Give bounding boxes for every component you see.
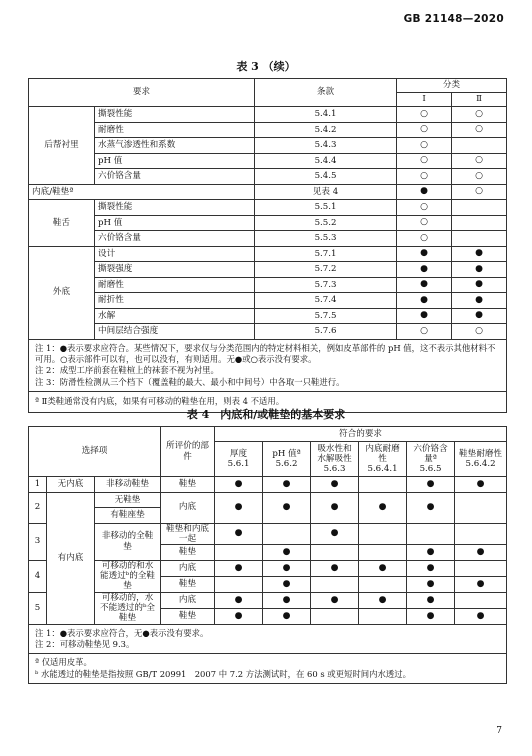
table3-class-mark: ○ — [397, 107, 452, 123]
table3-header-class2: Ⅱ — [452, 93, 507, 107]
table3-clause: 5.4.1 — [255, 107, 397, 123]
table4-mark: ● — [359, 592, 407, 608]
table3-class-mark — [452, 138, 507, 154]
table4-mark — [215, 576, 263, 592]
table4-mark: ● — [311, 492, 359, 523]
table4-mark: ● — [455, 608, 507, 624]
table3-row — [29, 293, 507, 309]
table4-note-1: 注 1：●表示要求应符合，无●表示没有要求。 — [35, 627, 209, 638]
table3-row — [29, 215, 507, 231]
table4-row — [29, 477, 507, 493]
table3-header-class: 分类 — [397, 79, 507, 93]
table3-class-mark: ● — [397, 277, 452, 293]
page-number: 7 — [496, 726, 502, 736]
table3-clause: 5.7.6 — [255, 324, 397, 340]
standard-number: GB 21148—2020 — [403, 13, 504, 25]
table3-class-mark: ● — [452, 277, 507, 293]
table4-option-sub: 可移动的和水能透过ᵇ的全鞋垫 — [95, 560, 161, 592]
table4-option-number: 3 — [29, 523, 47, 560]
table3-requirement: 六价铬含量 — [95, 231, 255, 247]
table4-mark: ● — [311, 592, 359, 608]
table3-clause: 5.4.3 — [255, 138, 397, 154]
table3-class-mark — [452, 200, 507, 216]
table3-class-mark: ○ — [452, 324, 507, 340]
table4-title: 表 4 内底和/或鞋垫的基本要求 — [186, 408, 346, 421]
table4-mark — [359, 608, 407, 624]
table3-group-name: 外底 — [29, 246, 95, 339]
table3-requirement: 中间层结合强度 — [95, 324, 255, 340]
table4-part: 鞋垫 — [161, 545, 215, 561]
table4-mark: ● — [455, 576, 507, 592]
table3-class-mark: ○ — [397, 200, 452, 216]
table4-req-name: 鞋垫耐磨性 — [459, 448, 503, 459]
table4-mark — [455, 592, 507, 608]
table3-footnote: ª Ⅱ类鞋通常没有内底，如果有可移动的鞋垫在用，则表 4 不适用。 — [29, 391, 507, 413]
table4-footnote-a: ª 仅适用皮革。 — [35, 657, 92, 668]
table4-header-part: 所评价的部件 — [161, 427, 215, 477]
table3-clause: 5.4.2 — [255, 122, 397, 138]
table4-req-name: 厚度 — [229, 448, 248, 459]
table4-req-header — [311, 442, 359, 477]
table3-class-mark: ○ — [452, 107, 507, 123]
table4-part: 内底 — [161, 492, 215, 523]
table4-mark — [455, 492, 507, 523]
table3-class-mark: ● — [452, 293, 507, 309]
table3-class-mark: ○ — [397, 138, 452, 154]
table4-part: 内底 — [161, 592, 215, 608]
table4-req-header — [263, 442, 311, 477]
table4-mark: ● — [215, 560, 263, 576]
table4-mark — [407, 523, 455, 545]
table4-mark — [311, 576, 359, 592]
table3-clause: 5.5.1 — [255, 200, 397, 216]
table4-row — [29, 523, 507, 545]
table4-notes — [29, 624, 507, 654]
table3-requirement: 水解 — [95, 308, 255, 324]
table4-req-clause: 5.6.4.2 — [465, 459, 496, 469]
table3-row — [29, 262, 507, 278]
table3-clause: 5.7.2 — [255, 262, 397, 278]
table4-mark: ● — [359, 560, 407, 576]
table3-clause: 5.4.5 — [255, 169, 397, 185]
table4-option-main: 有内底 — [47, 492, 95, 624]
table3-row — [29, 324, 507, 340]
table4-mark — [263, 523, 311, 545]
table4-mark — [359, 545, 407, 561]
table4-part: 鞋垫 — [161, 608, 215, 624]
table3-clause: 5.5.3 — [255, 231, 397, 247]
table3-requirement: 水蒸气渗透性和系数 — [95, 138, 255, 154]
table3-group-name: 后帮衬里 — [29, 107, 95, 185]
table3-requirement: pH 值 — [95, 153, 255, 169]
table3-class-mark: ● — [452, 262, 507, 278]
table4-mark: ● — [455, 545, 507, 561]
table3-group-name: 鞋舌 — [29, 200, 95, 247]
table4-part: 鞋垫 — [161, 576, 215, 592]
table3-requirement: 撕裂性能 — [95, 200, 255, 216]
table3-row — [29, 107, 507, 123]
table4-option-sub: 有鞋座垫 — [95, 508, 161, 524]
table4-req-clause: 5.6.5 — [419, 464, 442, 475]
table3-row — [29, 200, 507, 216]
table4-mark: ● — [263, 545, 311, 561]
table4-mark — [359, 523, 407, 545]
table3-clause: 5.5.2 — [255, 215, 397, 231]
table4-req-clause: 5.6.2 — [275, 459, 298, 469]
table3-row — [29, 153, 507, 169]
table4-option-number: 5 — [29, 592, 47, 624]
table4-mark: ● — [311, 523, 359, 545]
table3-notes — [29, 339, 507, 391]
table4-option-sub: 无鞋垫 — [95, 492, 161, 508]
table3-header-requirement: 要求 — [29, 79, 255, 107]
table4-note-2: 注 2：可移动鞋垫见 9.3。 — [35, 638, 135, 649]
table4-mark: ● — [407, 492, 455, 523]
table3-row — [29, 246, 507, 262]
table4-req-name: 六价铬含量ª — [413, 443, 448, 464]
table4-mark: ● — [215, 492, 263, 523]
table4-option-number: 4 — [29, 560, 47, 592]
table4-mark: ● — [263, 492, 311, 523]
table3-requirement: 六价铬含量 — [95, 169, 255, 185]
table4-mark — [359, 477, 407, 493]
table3-note-1: 注 1：●表示要求应符合。某些情况下，要求仅与分类范围内的特定材料相关，例如皮革部件的 pH 值，这不表示其他材料不可用。○表示部件可以有，也可以没有，有则适用。无●或○表示没有要求。 — [35, 342, 496, 364]
table4-mark: ● — [407, 477, 455, 493]
table3-requirement: 耐折性 — [95, 293, 255, 309]
table3-class-mark: ● — [452, 246, 507, 262]
table4-req-header — [407, 442, 455, 477]
table4-mark — [455, 560, 507, 576]
table3-row — [29, 184, 507, 200]
table4-mark: ● — [311, 560, 359, 576]
table4-mark: ● — [263, 477, 311, 493]
table3-row — [29, 308, 507, 324]
table4-mark: ● — [311, 477, 359, 493]
table4-mark: ● — [359, 492, 407, 523]
table3-requirement: 撕裂性能 — [95, 107, 255, 123]
table3-class-mark: ○ — [397, 169, 452, 185]
table4-mark: ● — [455, 477, 507, 493]
table4-req-clause: 5.6.3 — [323, 464, 346, 475]
table3-requirement: 设计 — [95, 246, 255, 262]
table3-clause: 5.7.5 — [255, 308, 397, 324]
table4-option-sub: 非移动的全鞋垫 — [95, 523, 161, 560]
table3-row — [29, 169, 507, 185]
table4-option-number: 2 — [29, 492, 47, 523]
table3-clause: 5.7.4 — [255, 293, 397, 309]
table3-note-2: 注 2：成型工序前套在鞋楦上的袜套不视为衬里。 — [35, 365, 219, 376]
table4-footnotes — [29, 654, 507, 684]
table3-header-clause: 条款 — [255, 79, 397, 107]
table4-option-sub: 可移动的，水不能透过的ᵇ全鞋垫 — [95, 592, 161, 624]
table4-req-header — [215, 442, 263, 477]
table4-mark — [311, 608, 359, 624]
table4-mark: ● — [407, 545, 455, 561]
table3-row — [29, 122, 507, 138]
table3-class-mark: ● — [452, 308, 507, 324]
table4-mark: ● — [407, 592, 455, 608]
table4-mark: ● — [215, 477, 263, 493]
table3-class-mark: ○ — [452, 122, 507, 138]
table4-mark: ● — [263, 608, 311, 624]
page-header — [0, 0, 532, 40]
table4-option-sub: 非移动鞋垫 — [95, 477, 161, 493]
table3-class-mark: ○ — [397, 215, 452, 231]
table3-class-mark: ○ — [397, 324, 452, 340]
table4-mark: ● — [407, 576, 455, 592]
table4-mark: ● — [263, 560, 311, 576]
table3-class-mark — [452, 215, 507, 231]
table4-part: 鞋垫 — [161, 477, 215, 493]
table3-class-mark: ● — [397, 262, 452, 278]
table3-class-mark: ● — [397, 293, 452, 309]
table3-requirement: 耐磨性 — [95, 277, 255, 293]
table4 — [28, 426, 507, 684]
table4-req-clause: 5.6.1 — [227, 459, 250, 469]
table4-req-header — [455, 442, 507, 477]
table3-requirement: pH 值 — [95, 215, 255, 231]
table3-row — [29, 277, 507, 293]
table3-class-mark: ○ — [452, 169, 507, 185]
table3-clause: 5.7.3 — [255, 277, 397, 293]
table4-mark: ● — [215, 608, 263, 624]
table3-requirement: 撕裂强度 — [95, 262, 255, 278]
table3-requirement: 耐磨性 — [95, 122, 255, 138]
table3-class-mark: ○ — [452, 153, 507, 169]
table3-clause: 见表 4 — [255, 184, 397, 200]
table4-option-main: 无内底 — [47, 477, 95, 493]
table3-class-mark: ● — [397, 184, 452, 200]
table3-header-class1: Ⅰ — [397, 93, 452, 107]
table3-class-mark: ○ — [452, 184, 507, 200]
table4-mark — [215, 545, 263, 561]
table3-clause: 5.4.4 — [255, 153, 397, 169]
table3-row — [29, 138, 507, 154]
table3-row — [29, 231, 507, 247]
table4-mark: ● — [215, 523, 263, 545]
table4-mark: ● — [407, 560, 455, 576]
table3-clause: 5.7.1 — [255, 246, 397, 262]
table3-title: 表 3 （续） — [236, 60, 296, 73]
table4-header-requirements: 符合的要求 — [215, 427, 507, 442]
table4-mark — [359, 576, 407, 592]
table4-row — [29, 560, 507, 576]
table3-class-mark: ○ — [397, 122, 452, 138]
table3-class-mark: ○ — [397, 231, 452, 247]
table4-header-option: 选择项 — [29, 427, 161, 477]
table4-req-clause: 5.6.4.1 — [367, 464, 398, 475]
table3 — [28, 78, 507, 413]
table3-class-mark — [452, 231, 507, 247]
table4-mark: ● — [407, 608, 455, 624]
table4-req-name: 内底耐磨性 — [365, 443, 400, 464]
table4-mark — [311, 545, 359, 561]
table4-row — [29, 492, 507, 508]
table4-mark: ● — [263, 592, 311, 608]
table4-mark: ● — [215, 592, 263, 608]
table4-req-header — [359, 442, 407, 477]
table3-class-mark: ● — [397, 308, 452, 324]
table4-req-name: pH 值ª — [272, 448, 301, 459]
table4-req-name: 吸水性和水解吸性 — [317, 443, 352, 464]
table4-row — [29, 592, 507, 608]
table3-group-name: 内底/鞋垫ª — [29, 184, 255, 200]
table4-mark — [455, 523, 507, 545]
table3-class-mark: ● — [397, 246, 452, 262]
table4-mark: ● — [263, 576, 311, 592]
table3-note-3: 注 3：防滑性检测从三个档下（覆盖鞋的最大、最小和中间号）中各取一只鞋进行。 — [35, 376, 345, 387]
table4-footnote-b: ᵇ 水能透过的鞋垫是指按照 GB/T 20991 2007 中 7.2 方法测试时，在 60 s 或更短时间内水透过。 — [35, 668, 412, 679]
table3-class-mark: ○ — [397, 153, 452, 169]
table4-option-number: 1 — [29, 477, 47, 493]
table4-part: 鞋垫和内底一起 — [161, 523, 215, 545]
table4-part: 内底 — [161, 560, 215, 576]
